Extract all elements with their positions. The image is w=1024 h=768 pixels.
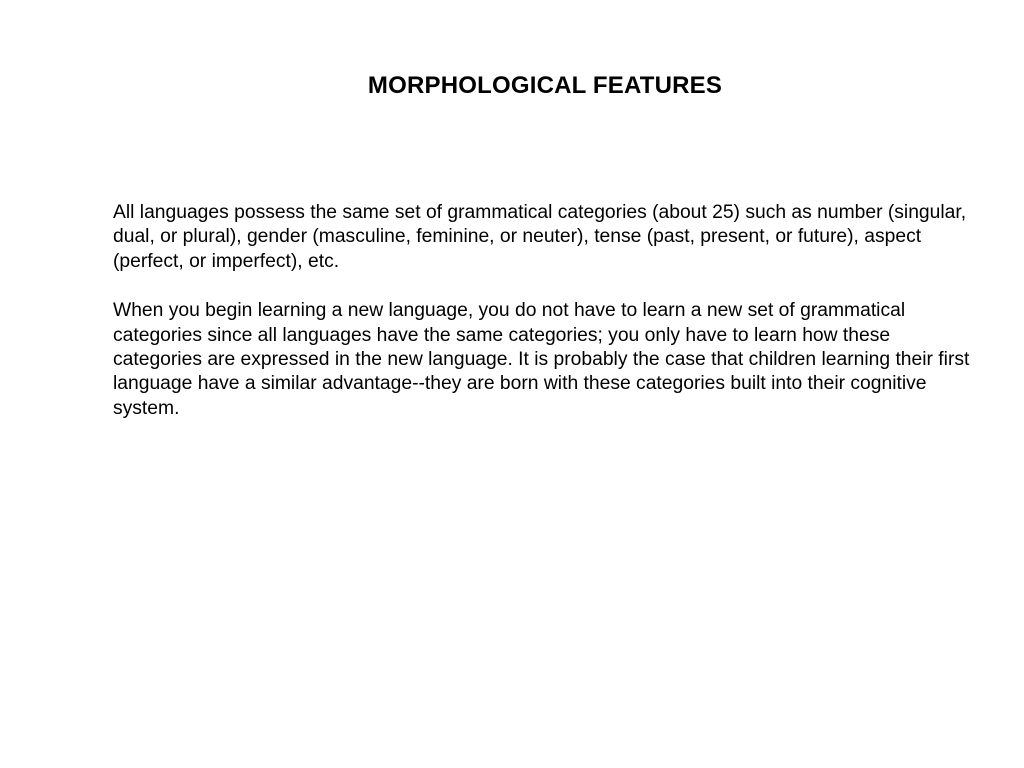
- slide-body: [113, 201, 983, 446]
- slide-title: MORPHOLOGICAL FEATURES: [367, 72, 723, 99]
- body-paragraph-2: When you begin learning a new language, you do not have to learn a new set of grammatical categories since all languages have the same categories; you only have to learn how these categories are expressed in the new language. It is probably the case that children learning their first language have a similar advantage--they are born with these categories built into their cognitive system.: [113, 300, 970, 419]
- body-paragraph-1: All languages possess the same set of grammatical categories (about 25) such as number (singular, dual, or plural), gender (masculine, feminine, or neuter), tense (past, present, or future), aspect (perfect, or imperfect), etc.: [113, 202, 967, 272]
